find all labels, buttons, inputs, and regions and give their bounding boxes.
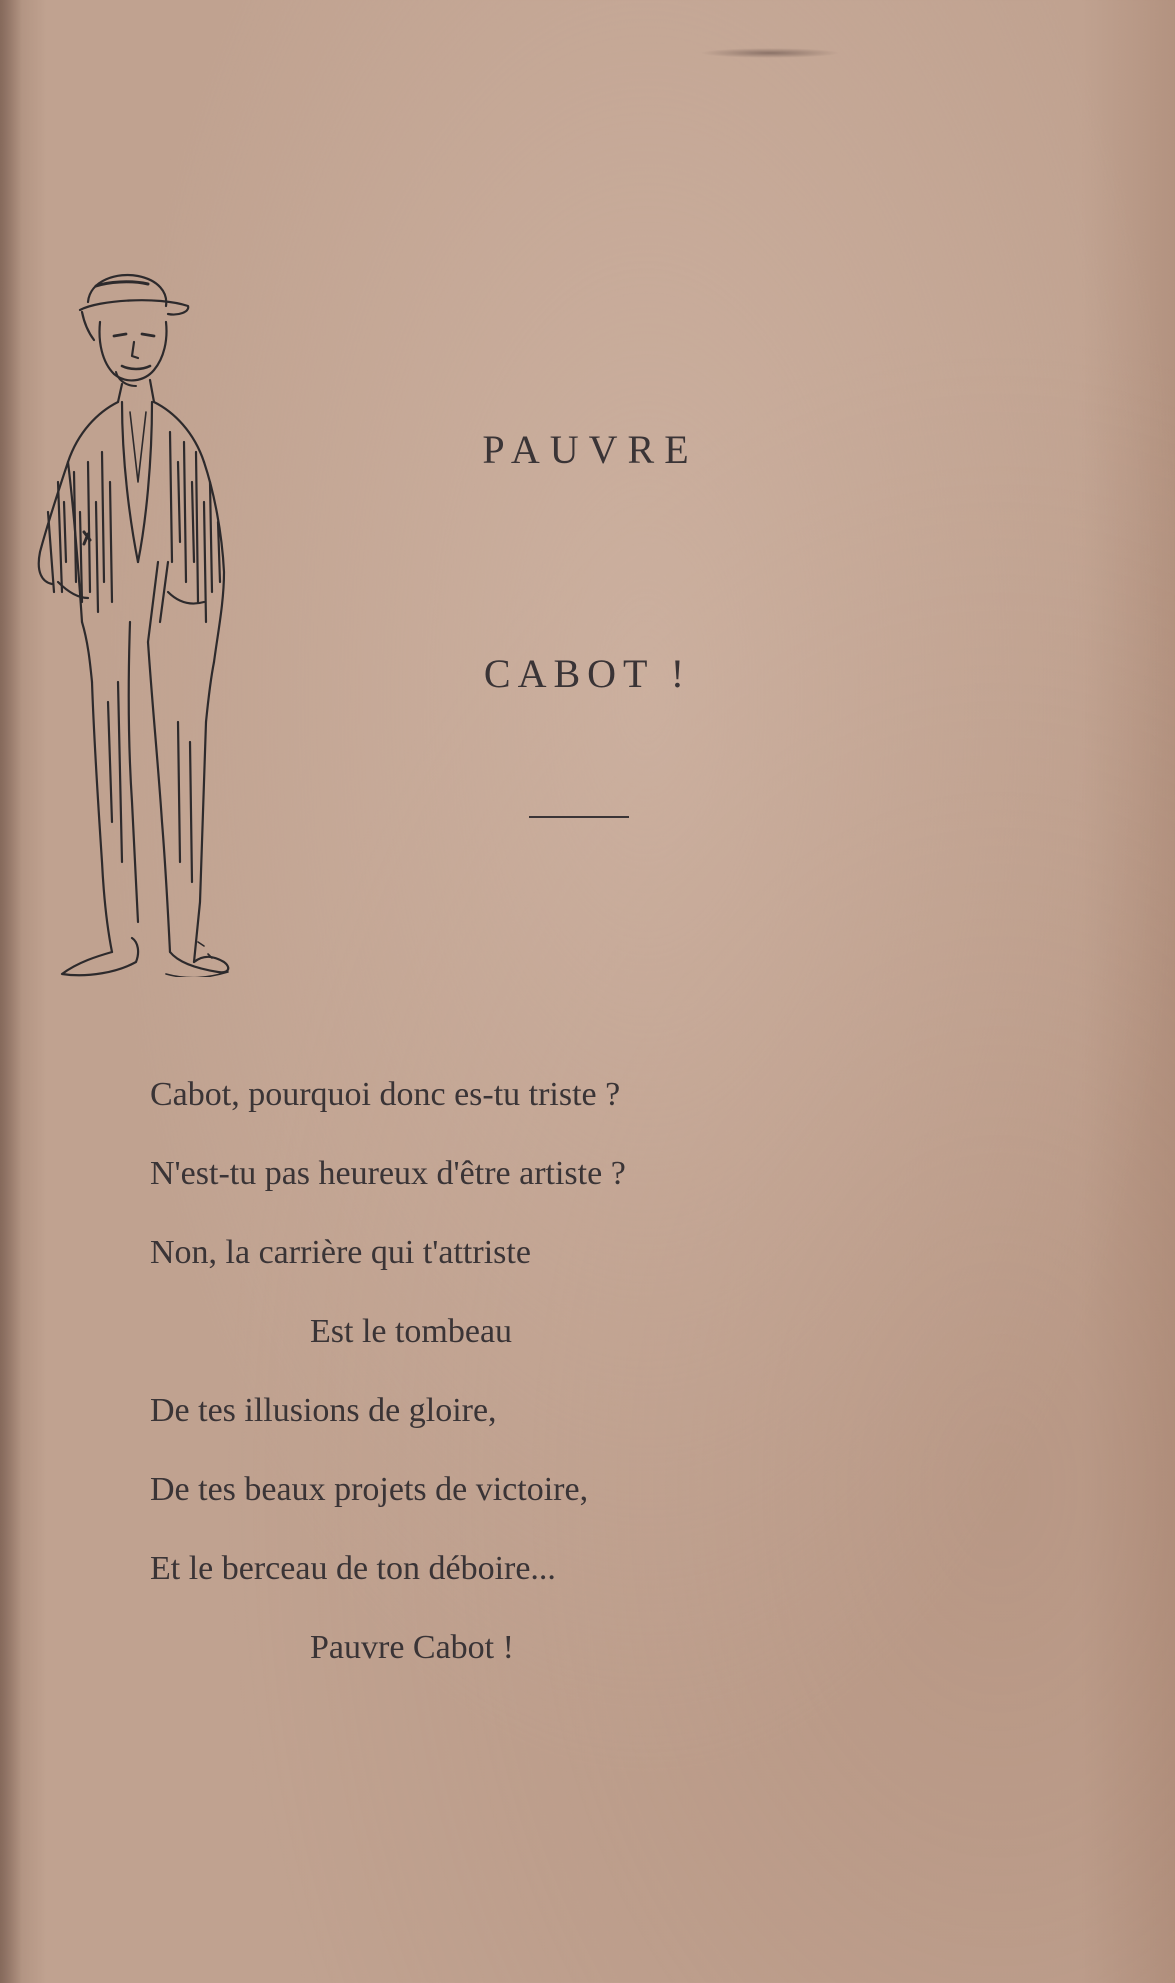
poem-line: Et le berceau de ton déboire... [150,1550,556,1587]
poem-line: Cabot, pourquoi donc es-tu triste ? [150,1076,621,1113]
poem-line: De tes illusions de gloire, [150,1392,497,1429]
poem-line: Est le tombeau [310,1313,513,1350]
title-line-1: PAUVRE [482,427,699,472]
paper-smudge [700,48,840,58]
poem-line: N'est-tu pas heureux d'être artiste ? [150,1155,626,1192]
poem-line: Non, la carrière qui t'attriste [150,1234,531,1271]
poem-line: Pauvre Cabot ! [310,1629,514,1666]
title-line-2: CABOT ! [483,651,692,696]
poem-line: De tes beaux projets de victoire, [150,1471,589,1508]
poem-stanza [150,1070,626,1702]
standing-man-illustration [18,262,280,977]
title-rule [529,816,629,818]
